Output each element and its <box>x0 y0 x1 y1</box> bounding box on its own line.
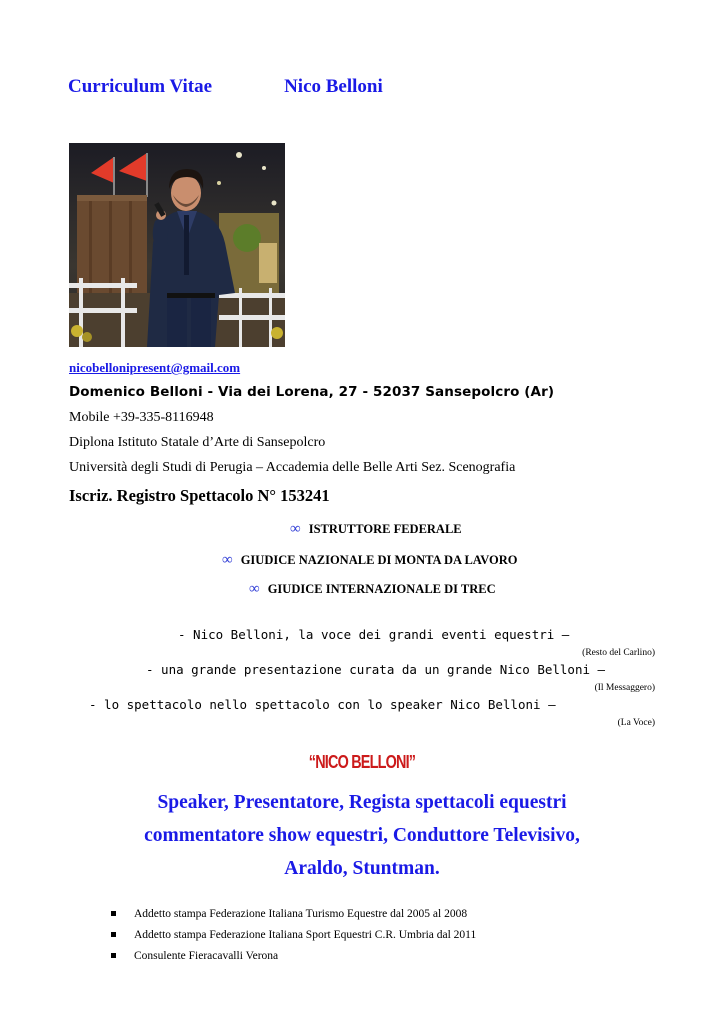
qualification-item: ∞ GIUDICE NAZIONALE DI MONTA DA LAVORO <box>222 552 518 568</box>
square-bullet-icon <box>111 932 116 937</box>
mobile-line: Mobile +39-335-8116948 <box>69 410 214 425</box>
diploma-line: Diplona Istituto Statale d’Arte di Sansepolcro <box>69 435 326 450</box>
list-item: Addetto stampa Federazione Italiana Sport Equestri C.R. Umbria dal 2011 <box>111 924 476 945</box>
roles-block <box>0 786 724 885</box>
list-item: Consulente Fieracavalli Verona <box>111 945 476 966</box>
experience-list <box>111 903 476 966</box>
university-line: Università degli Studi di Perugia – Accademia delle Belle Arti Sez. Scenografia <box>69 460 516 475</box>
infinity-icon: ∞ <box>249 581 260 597</box>
press-source: (Il Messaggero) <box>594 683 655 693</box>
press-source: (La Voce) <box>617 718 655 728</box>
list-item: Addetto stampa Federazione Italiana Turismo Equestre dal 2005 al 2008 <box>111 903 476 924</box>
square-bullet-icon <box>111 911 116 916</box>
address-line: Domenico Belloni - Via dei Lorena, 27 - 52037 Sansepolcro (Ar) <box>69 384 555 400</box>
email-link[interactable]: nicobellonipresent@gmail.com <box>69 360 241 375</box>
infinity-icon: ∞ <box>290 521 301 537</box>
person-name: Nico Belloni <box>284 76 383 97</box>
press-quote: - una grande presentazione curata da un grande Nico Belloni – <box>146 662 606 677</box>
document-title <box>68 76 383 98</box>
press-source: (Resto del Carlino) <box>582 648 655 658</box>
press-quote: - Nico Belloni, la voce dei grandi eventi equestri – <box>178 627 570 642</box>
qualification-item: ∞ GIUDICE INTERNAZIONALE DI TREC <box>249 581 496 597</box>
roles-line: commentatore show equestri, Conduttore Televisivo, <box>144 825 580 846</box>
registry-line: Iscriz. Registro Spettacolo N° 153241 <box>69 486 330 505</box>
square-bullet-icon <box>111 953 116 958</box>
infinity-icon: ∞ <box>222 552 233 568</box>
qualification-item: ∞ ISTRUTTORE FEDERALE <box>290 521 462 537</box>
roles-line: Araldo, Stuntman. <box>284 858 440 879</box>
speaker-portrait-photo <box>69 143 285 347</box>
roles-line: Speaker, Presentatore, Regista spettacoli equestri <box>157 792 567 813</box>
name-headline: “NICO BELLONI” <box>308 752 416 772</box>
cv-label: Curriculum Vitae <box>68 76 213 97</box>
press-quote: - lo spettacolo nello spettacolo con lo speaker Nico Belloni – <box>89 697 556 712</box>
